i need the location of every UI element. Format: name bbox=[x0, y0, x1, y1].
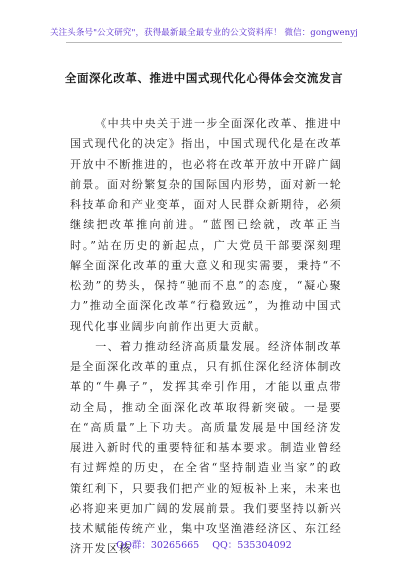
document-title: 全面深化改革、推进中国式现代化心得体会交流发言 bbox=[64, 71, 344, 85]
header-divider bbox=[66, 42, 342, 43]
document-body bbox=[70, 114, 342, 560]
paragraph-section-one: 一、着力推动经济高质量发展。经济体制改革是全面深化改革的重点，只有抓住深化经济体制改革的“牛鼻子”，发挥其牵引作用，才能以重点带动全局，推动全面深化改革取得新突破。一是要在“高质量”上下功夫。高质量发展是中国经济发展进入新时代的重要特征和基本要求。制造业曾经有过辉煌的历史，在全省“坚持制造业当家”的政策红利下，只要我们把产业的短板补上来，未来也必将迎来更加广阔的发展前景。我们要坚持以新兴技术赋能传统产业，集中攻坚渔港经济区、东江经济开发区核 bbox=[70, 339, 342, 556]
paragraph-intro: 《中共中央关于进一步全面深化改革、推进中国式现代化的决定》指出，中国式现代化是在改革开放中不断推进的，也必将在改革开放中开辟广阔前景。面对纷繁复杂的国际国内形势，面对新一轮科技革命和产业变革，面对人民群众新期待，必须继续把改革推向前进。“蓝图已绘就，改革正当时。”站在历史的新起点，广大党员干部要深刻理解全面深化改革的重大意义和现实需要，秉持“不松劲”的势头，保持“驰而不息”的态度，“凝心聚力”推动全面深化改革“行稳致远”，为推动中国式现代化事业阔步向前作出更大贡献。 bbox=[70, 117, 342, 333]
footer-contact: QQ群：30265665 QQ：535304092 bbox=[116, 540, 292, 551]
header-note: 关注头条号"公文研究"，获得最新最全最专业的公文资料库！ 微信：gongwenyj bbox=[50, 28, 358, 38]
